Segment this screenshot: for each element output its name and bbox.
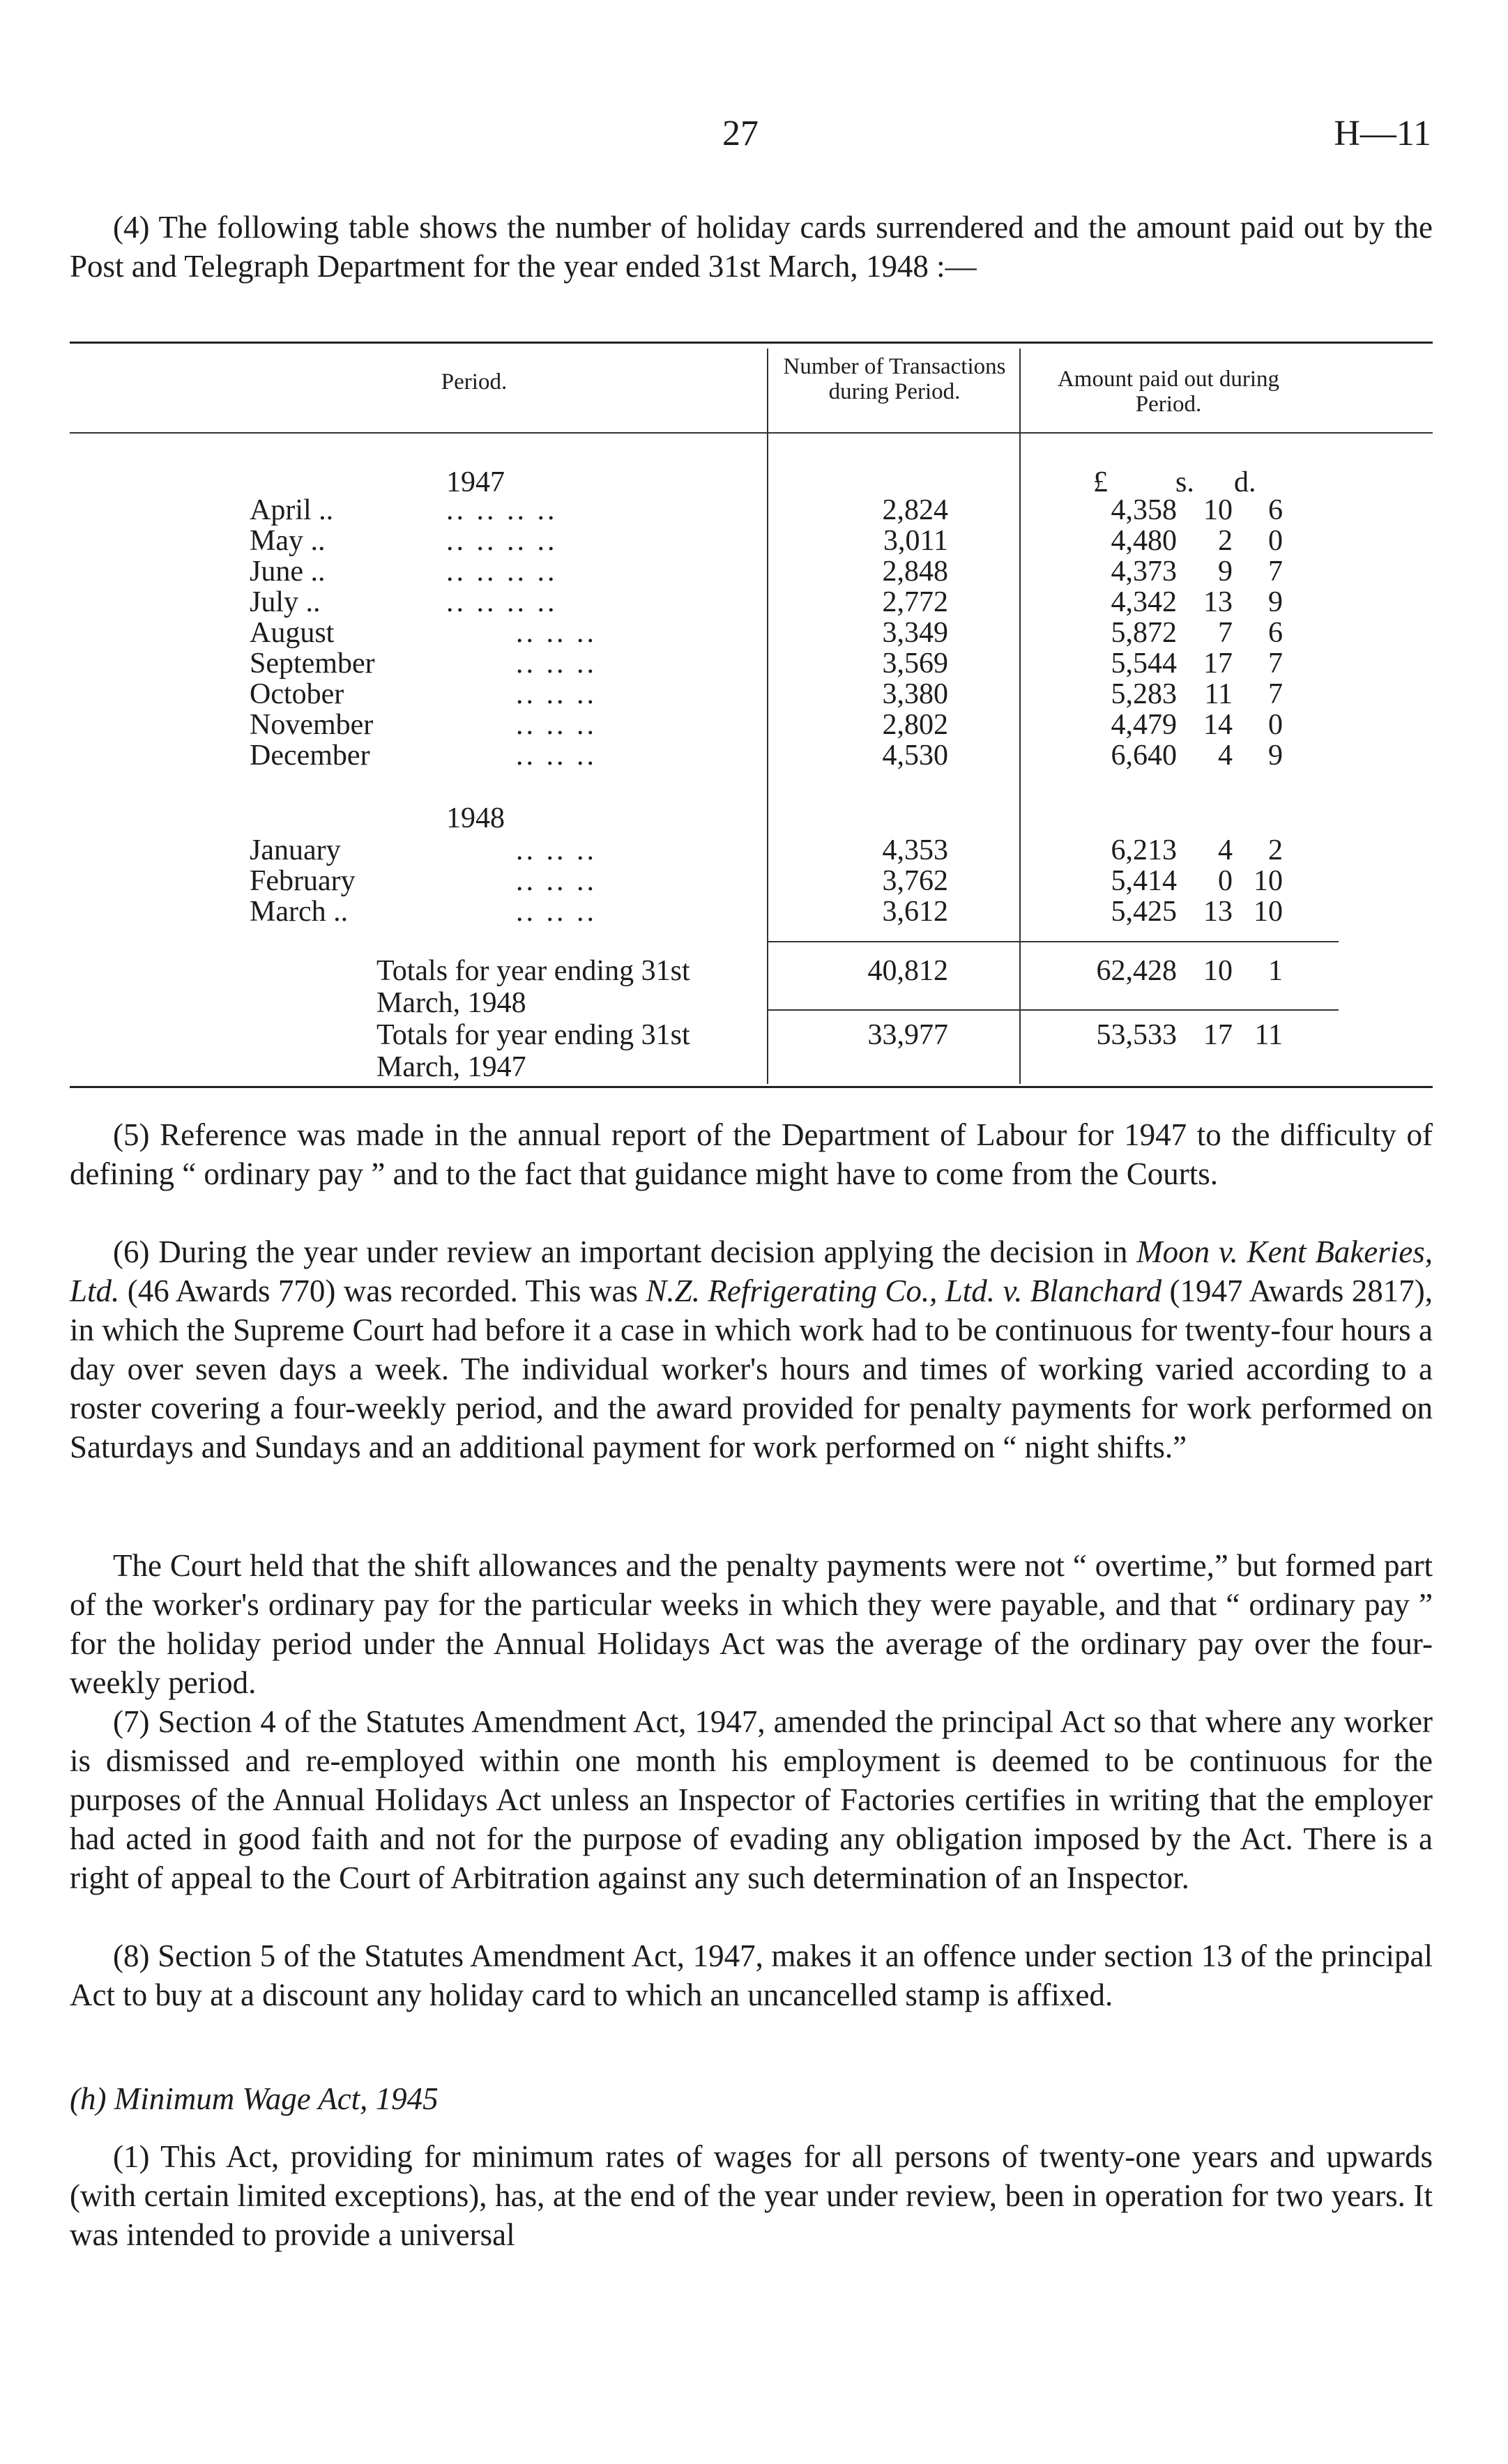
row-pounds: 4,373	[1111, 556, 1177, 588]
row-month: November	[250, 709, 374, 741]
table-row	[70, 740, 1433, 771]
holiday-cards-table	[70, 342, 1433, 1087]
section-heading: (h) Minimum Wage Act, 1945	[70, 2081, 439, 2116]
table-row	[70, 710, 1433, 740]
row-shillings: 4	[1218, 740, 1233, 772]
paragraph-court-held: The Court held that the shift allowances and the penalty payments were not “ overtime,” but formed part of the worker's ordinary pay for the particular weeks in which they were payable, and that “ ordinary pay ” for the holiday period under the Annual Holidays Act was the average of the ordinary pay over the four-weekly period.	[70, 1548, 1433, 1700]
row-month: July ..	[250, 586, 321, 618]
table-row	[70, 896, 1433, 927]
leader-dots: .. .. .. ..	[446, 556, 558, 588]
leader-dots: .. .. .. ..	[446, 586, 558, 618]
row-shillings: 13	[1203, 896, 1233, 928]
row-transactions: 4,353	[882, 834, 948, 866]
row-month: April ..	[250, 494, 334, 526]
row-pence: 7	[1268, 648, 1283, 680]
row-pounds: 5,414	[1111, 865, 1177, 897]
table-row	[70, 648, 1433, 679]
case-name-blanchard: N.Z. Refrigerating Co., Ltd. v. Blanchard	[646, 1273, 1162, 1308]
row-transactions: 3,612	[882, 896, 948, 928]
table-row	[70, 526, 1433, 556]
row-pence: 7	[1268, 678, 1283, 710]
row-month: December	[250, 740, 370, 772]
leader-dots: .. .. ..	[516, 740, 597, 772]
row-transactions: 3,011	[883, 525, 948, 557]
totals-label: Totals for year ending 31st March, 1947	[376, 1019, 690, 1083]
year-label-1947: 1947	[446, 466, 505, 498]
currency-pounds: £	[1093, 466, 1108, 498]
header-transactions: Number of Transactions during Period.	[783, 354, 1006, 404]
row-month: March ..	[250, 896, 349, 928]
header-period: Period.	[441, 369, 508, 395]
row-shillings: 7	[1218, 617, 1233, 649]
row-transactions: 2,772	[882, 586, 948, 618]
row-pounds: 4,479	[1111, 709, 1177, 741]
row-transactions: 2,802	[882, 709, 948, 741]
row-pounds: 4,480	[1111, 525, 1177, 557]
row-shillings: 14	[1203, 709, 1233, 741]
row-pounds: 5,283	[1111, 678, 1177, 710]
row-shillings: 13	[1203, 586, 1233, 618]
paragraph-7: (7) Section 4 of the Statutes Amendment Act, 1947, amended the principal Act so that where any worker is dismissed and re-employed within one month his employment is deemed to be continuous for the purposes of the Annual Holidays Act unless an Inspector of Factories certifies in writing that the employer had acted in good faith and not for the purpose of evading any obligation imposed by the Act. There is a right of appeal to the Court of Arbitration against any such determination of an Inspector.	[70, 1704, 1433, 1895]
page-number: 27	[722, 114, 759, 153]
row-pounds: 6,213	[1111, 834, 1177, 866]
table-row	[70, 587, 1433, 618]
row-pence: 10	[1254, 896, 1283, 928]
table-header-rule	[70, 432, 1433, 434]
totals-shillings: 17	[1203, 1019, 1233, 1051]
table-top-rule	[70, 342, 1433, 344]
paragraph-6-text: (46 Awards 770) was recorded. This was	[119, 1273, 646, 1308]
row-pence: 9	[1268, 740, 1283, 772]
paragraph-5: (5) Reference was made in the annual report of the Department of Labour for 1947 to the difficulty of defining “ ordinary pay ” and to the fact that guidance might have to come from the Courts.	[70, 1117, 1433, 1191]
paragraph-minimum-wage-1: (1) This Act, providing for minimum rates of wages for all persons of twenty-one years and upwards (with certain limited exceptions), has, at the end of the year under review, been in operation for two years. It was intended to provide a universal	[70, 2139, 1433, 2252]
table-bottom-rule	[70, 1086, 1433, 1088]
year-label-1948: 1948	[446, 802, 505, 834]
row-pence: 10	[1254, 865, 1283, 897]
row-month: May ..	[250, 525, 326, 557]
totals-pence: 11	[1254, 1019, 1283, 1051]
leader-dots: .. .. ..	[516, 896, 597, 928]
leader-dots: .. .. ..	[516, 648, 597, 680]
totals-row-1947	[70, 1019, 1433, 1083]
row-month: September	[250, 648, 375, 680]
totals-label: Totals for year ending 31st March, 1948	[376, 955, 690, 1019]
header-amount: Amount paid out during Period.	[1057, 367, 1280, 417]
intro-paragraph: (4) The following table shows the number of holiday cards surrendered and the amount paid out by the Post and Telegraph Department for the year ended 31st March, 1948 :—	[70, 210, 1433, 284]
leader-dots: .. .. ..	[516, 865, 597, 897]
leader-dots: .. .. ..	[516, 617, 597, 649]
row-month: June ..	[250, 556, 326, 588]
row-pence: 0	[1268, 709, 1283, 741]
totals-pounds: 62,428	[1096, 955, 1177, 987]
currency-shillings: s.	[1175, 466, 1194, 498]
row-shillings: 4	[1218, 834, 1233, 866]
totals-pence: 1	[1268, 955, 1283, 987]
row-shillings: 11	[1204, 678, 1233, 710]
row-month: October	[250, 678, 344, 710]
table-row	[70, 866, 1433, 896]
case-name-moon: Moon v. Kent Bakeries, Ltd.	[70, 1234, 1433, 1308]
totals-transactions: 33,977	[867, 1019, 948, 1051]
row-shillings: 10	[1203, 494, 1233, 526]
row-month: January	[250, 834, 341, 866]
page-header	[0, 113, 1508, 155]
row-pounds: 4,342	[1111, 586, 1177, 618]
row-transactions: 3,569	[882, 648, 948, 680]
row-pounds: 6,640	[1111, 740, 1177, 772]
row-shillings: 0	[1218, 865, 1233, 897]
table-row	[70, 556, 1433, 587]
paragraph-6-text: (6) During the year under review an important decision applying the decision in	[113, 1234, 1137, 1269]
leader-dots: .. .. .. ..	[446, 525, 558, 557]
row-pence: 9	[1268, 586, 1283, 618]
totals-rule	[767, 1009, 1339, 1011]
currency-pence: d.	[1234, 466, 1256, 498]
row-shillings: 2	[1218, 525, 1233, 557]
row-transactions: 2,824	[882, 494, 948, 526]
row-transactions: 4,530	[882, 740, 948, 772]
leader-dots: .. .. ..	[516, 834, 597, 866]
leader-dots: .. .. .. ..	[446, 494, 558, 526]
table-row	[70, 495, 1433, 526]
row-shillings: 17	[1203, 648, 1233, 680]
row-pence: 6	[1268, 617, 1283, 649]
totals-transactions: 40,812	[867, 955, 948, 987]
row-pence: 6	[1268, 494, 1283, 526]
totals-shillings: 10	[1203, 955, 1233, 987]
row-transactions: 2,848	[882, 556, 948, 588]
row-pounds: 5,544	[1111, 648, 1177, 680]
row-pounds: 5,425	[1111, 896, 1177, 928]
table-row	[70, 835, 1433, 866]
totals-pounds: 53,533	[1096, 1019, 1177, 1051]
totals-rule	[767, 941, 1339, 942]
row-shillings: 9	[1218, 556, 1233, 588]
row-pence: 0	[1268, 525, 1283, 557]
paragraph-6	[70, 1232, 1433, 1467]
table-row	[70, 679, 1433, 710]
row-month: February	[250, 865, 356, 897]
row-pounds: 4,358	[1111, 494, 1177, 526]
row-pence: 7	[1268, 556, 1283, 588]
row-transactions: 3,380	[882, 678, 948, 710]
leader-dots: .. .. ..	[516, 709, 597, 741]
row-transactions: 3,762	[882, 865, 948, 897]
document-reference: H—11	[1334, 114, 1431, 153]
row-month: August	[250, 617, 335, 649]
row-pence: 2	[1268, 834, 1283, 866]
row-pounds: 5,872	[1111, 617, 1177, 649]
paragraph-6-text: (1947 Awards 2817), in which the Supreme Court had before it a case in which work had to be continuous for twenty-four hours a day over seven days a week. The individual worker's hours and times of working varied according to a roster covering a four-weekly period, and the award provided for penalty payments for work performed on Saturdays and Sundays and an additional payment for work performed on “ night shifts.”	[70, 1273, 1433, 1464]
table-row	[70, 618, 1433, 648]
row-transactions: 3,349	[882, 617, 948, 649]
paragraph-8: (8) Section 5 of the Statutes Amendment Act, 1947, makes it an offence under section 13 of the principal Act to buy at a discount any holiday card to which an uncancelled stamp is affixed.	[70, 1938, 1433, 2012]
leader-dots: .. .. ..	[516, 678, 597, 710]
